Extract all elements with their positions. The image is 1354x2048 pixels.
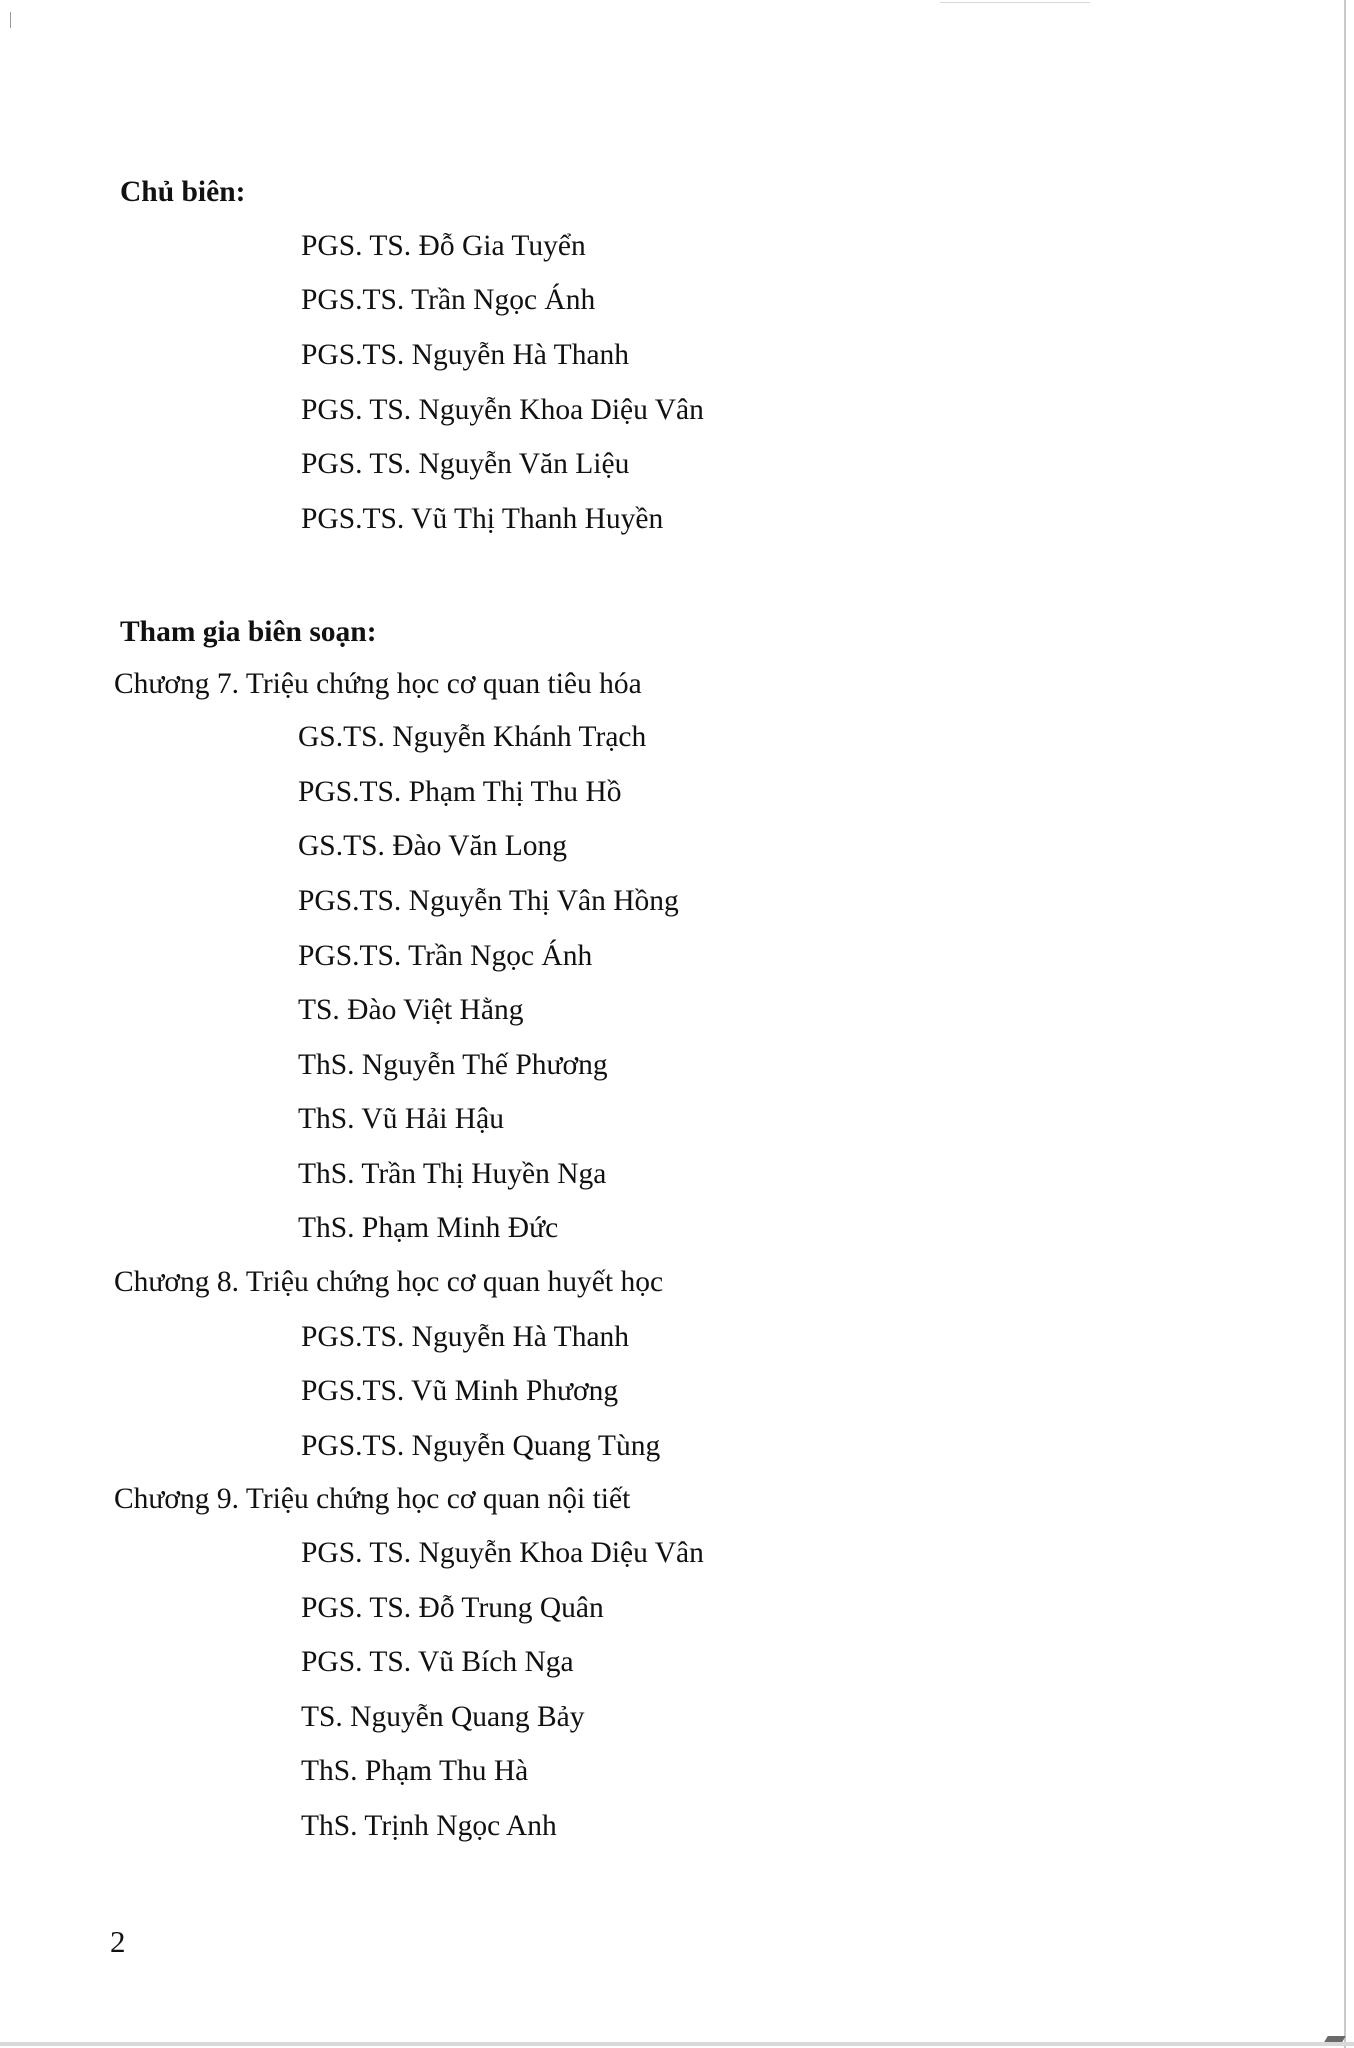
contributor-name: ThS. Phạm Minh Đức: [298, 1212, 559, 1244]
contributor-name: ThS. Trịnh Ngọc Anh: [301, 1810, 557, 1842]
scan-artifact-right-edge: [1344, 0, 1346, 2048]
contributor-name: ThS. Phạm Thu Hà: [301, 1755, 529, 1787]
contributor-name: TS. Đào Việt Hằng: [298, 994, 524, 1026]
scan-artifact-bottom-mark: [1324, 2036, 1345, 2042]
contributor-name: PGS. TS. Đỗ Trung Quân: [301, 1592, 604, 1624]
contributor-name: PGS.TS. Nguyễn Quang Tùng: [301, 1430, 661, 1462]
scan-artifact-top-tick: [10, 12, 11, 28]
contributor-name: PGS.TS. Nguyễn Thị Vân Hồng: [298, 885, 679, 917]
scan-artifact-top-line: [940, 2, 1090, 3]
scan-artifact-bottom-line: [0, 2042, 1354, 2046]
editor-name: PGS. TS. Nguyễn Khoa Diệu Vân: [301, 394, 704, 426]
editor-name: PGS. TS. Đỗ Gia Tuyển: [301, 230, 586, 262]
contributor-name: PGS.TS. Vũ Minh Phương: [301, 1375, 619, 1407]
contributor-name: PGS.TS. Phạm Thị Thu Hồ: [298, 776, 622, 808]
contributor-name: PGS. TS. Nguyễn Khoa Diệu Vân: [301, 1537, 704, 1569]
contributor-name: ThS. Nguyễn Thế Phương: [298, 1049, 608, 1081]
contributors-heading: Tham gia biên soạn:: [120, 616, 377, 648]
chapter-title: Chương 8. Triệu chứng học cơ quan huyết học: [114, 1266, 664, 1298]
contributor-name: GS.TS. Đào Văn Long: [298, 830, 568, 862]
contributor-name: PGS. TS. Vũ Bích Nga: [301, 1646, 574, 1678]
contributor-name: ThS. Vũ Hải Hậu: [298, 1103, 504, 1135]
editors-heading: Chủ biên:: [120, 176, 246, 208]
editor-name: PGS.TS. Vũ Thị Thanh Huyền: [301, 503, 664, 535]
contributor-name: TS. Nguyễn Quang Bảy: [301, 1701, 585, 1733]
editor-name: PGS. TS. Nguyễn Văn Liệu: [301, 448, 630, 480]
contributor-name: PGS.TS. Nguyễn Hà Thanh: [301, 1321, 630, 1353]
contributor-name: PGS.TS. Trần Ngọc Ánh: [298, 940, 593, 972]
chapter-title: Chương 9. Triệu chứng học cơ quan nội tiết: [114, 1483, 631, 1515]
contributor-name: ThS. Trần Thị Huyền Nga: [298, 1158, 607, 1190]
contributor-name: GS.TS. Nguyễn Khánh Trạch: [298, 721, 647, 753]
page-number: 2: [110, 1924, 126, 1959]
editor-name: PGS.TS. Trần Ngọc Ánh: [301, 284, 596, 316]
chapter-title: Chương 7. Triệu chứng học cơ quan tiêu hóa: [114, 668, 642, 700]
editor-name: PGS.TS. Nguyễn Hà Thanh: [301, 339, 630, 371]
